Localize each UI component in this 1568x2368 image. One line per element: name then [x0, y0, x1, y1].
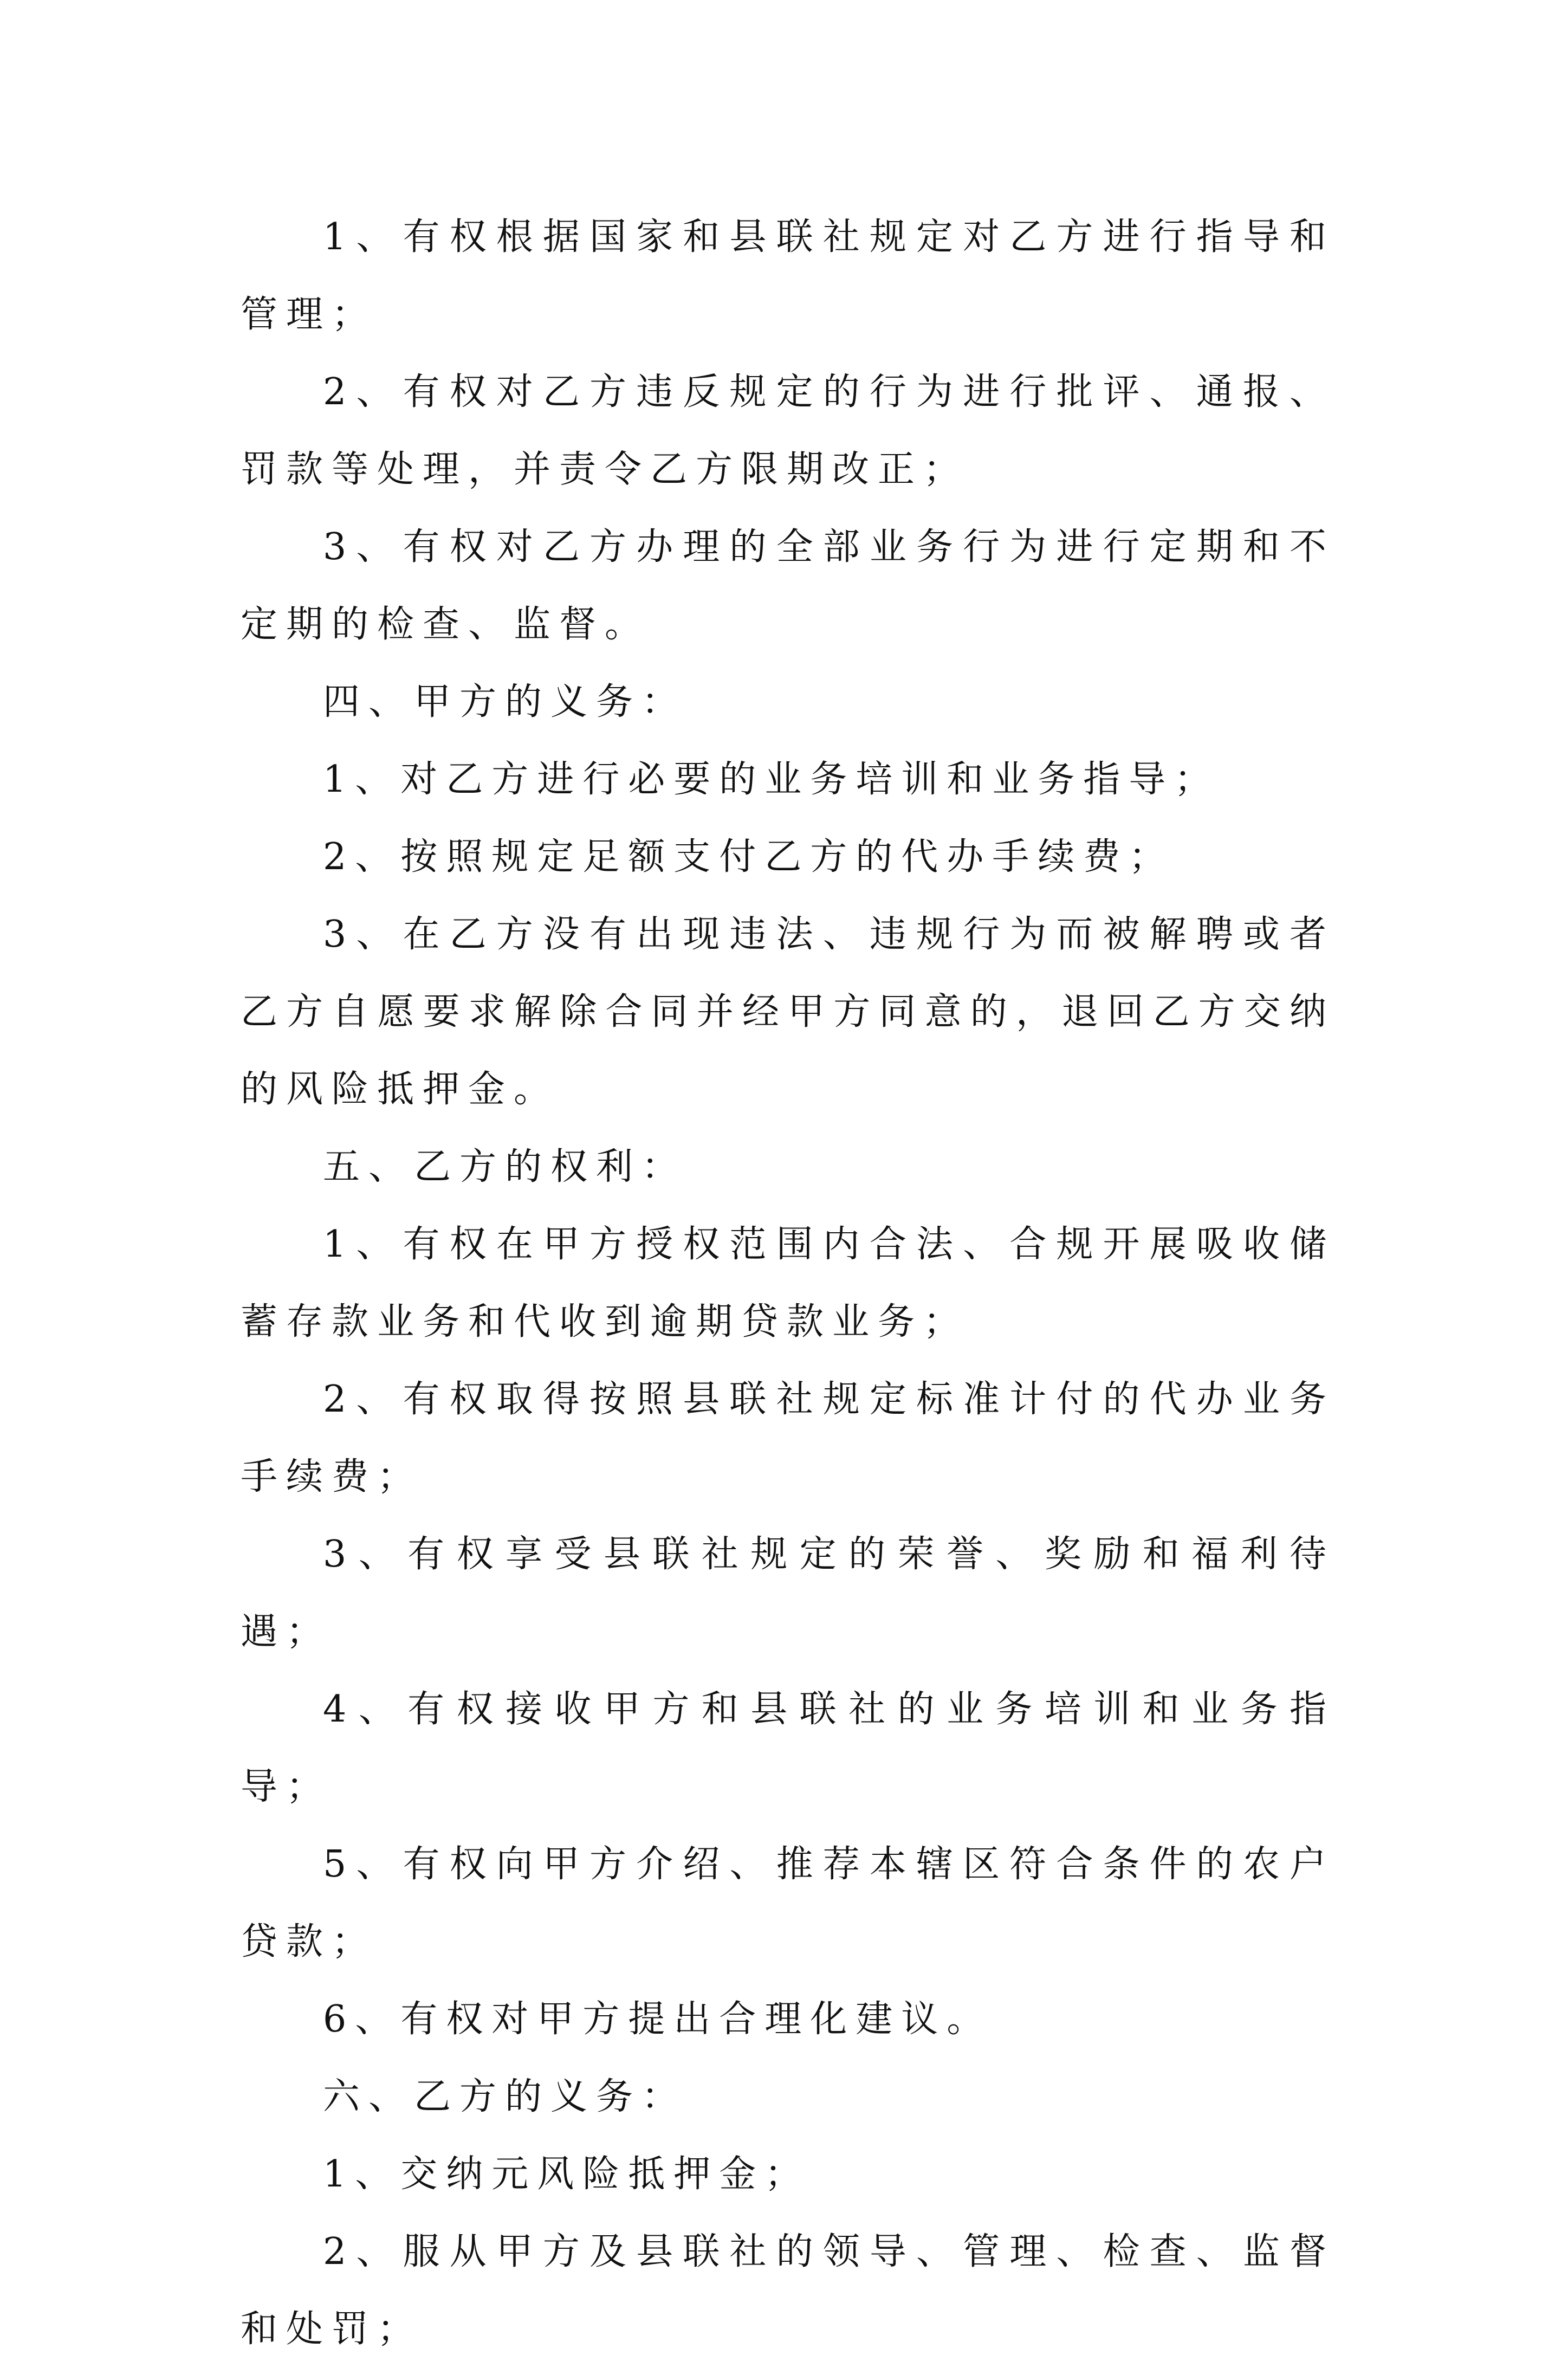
party-b-right-3: 3、有权享受县联社规定的荣誉、奖励和福利待遇；: [241, 1533, 1335, 1653]
party-b-right-5: 5、有权向甲方介绍、推荐本辖区符合条件的农户贷款；: [241, 1843, 1335, 1963]
party-b-right-1: 1、有权在甲方授权范围内合法、合规开展吸收储蓄存款业务和代收到逾期贷款业务；: [241, 1223, 1335, 1343]
party-a-obligation-2: 2、按照规定足额支付乙方的代办手续费；: [323, 836, 1175, 878]
party-b-right-2: 2、有权取得按照县联社规定标准计付的代办业务手续费；: [241, 1378, 1335, 1498]
document-page: [241, 198, 1335, 2368]
party-b-obligation-1: 1、交纳元风险抵押金；: [323, 2153, 811, 2196]
rights-item-3: 3、有权对乙方办理的全部业务行为进行定期和不定期的检查、监督。: [241, 526, 1335, 646]
party-b-obligation-2: 2、服从甲方及县联社的领导、管理、检查、监督和处罚；: [241, 2230, 1335, 2351]
rights-item-1: 1、有权根据国家和县联社规定对乙方进行指导和管理；: [241, 216, 1335, 336]
section-heading-party-a-obligations: 四、甲方的义务：: [323, 681, 688, 723]
party-b-right-4: 4、有权接收甲方和县联社的业务培训和业务指导；: [241, 1688, 1335, 1808]
section-heading-party-b-rights: 五、乙方的权利：: [323, 1146, 688, 1188]
section-heading-party-b-obligations: 六、乙方的义务：: [323, 2075, 688, 2118]
party-a-obligation-3: 3、在乙方没有出现违法、违规行为而被解聘或者乙方自愿要求解除合同并经甲方同意的，退回乙方交纳的风险抵押金。: [241, 913, 1335, 1111]
rights-item-2: 2、有权对乙方违反规定的行为进行批评、通报、罚款等处理，并责令乙方限期改正；: [241, 371, 1335, 491]
party-a-obligation-1: 1、对乙方进行必要的业务培训和业务指导；: [323, 758, 1220, 801]
party-b-right-6: 6、有权对甲方提出合理化建议。: [323, 1998, 993, 2041]
